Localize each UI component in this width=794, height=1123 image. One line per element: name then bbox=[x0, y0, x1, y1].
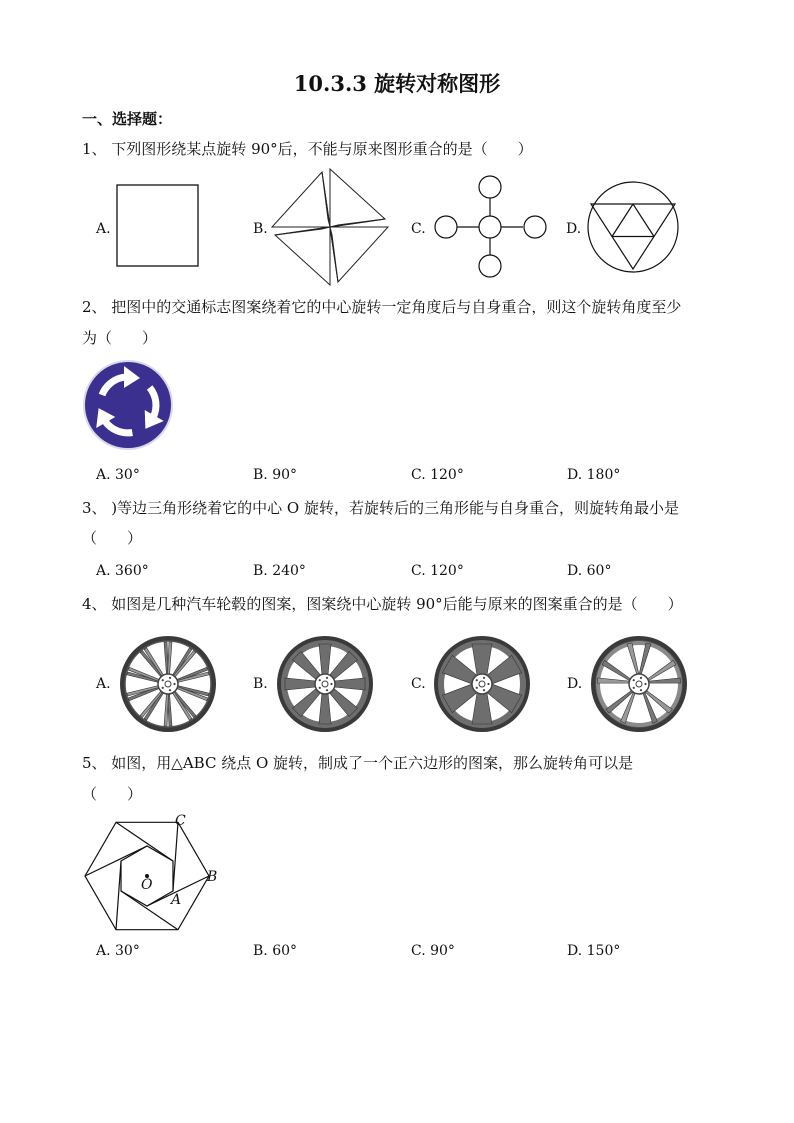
question-3-stem-line2: （ ） bbox=[82, 529, 143, 547]
q4-option-b-label[interactable]: B. bbox=[253, 676, 268, 692]
rotation-segment bbox=[116, 861, 121, 930]
q2-option-a[interactable]: A. 30° bbox=[96, 467, 140, 483]
q4-option-c-wheel bbox=[432, 634, 532, 734]
rotation-segment bbox=[116, 822, 173, 861]
question-2-stem-line2: 为（ ） bbox=[82, 329, 158, 347]
q4-option-a-wheel bbox=[118, 634, 218, 734]
q1-option-b-pinwheel bbox=[270, 170, 390, 285]
q2-option-c[interactable]: C. 120° bbox=[411, 467, 464, 483]
q4-option-c-label[interactable]: C. bbox=[411, 676, 426, 692]
q5-hexagon-figure bbox=[86, 812, 220, 936]
q1-option-a-square bbox=[116, 184, 200, 268]
question-2-stem-line1: 2、 把图中的交通标志图案绕着它的中心旋转一定角度后与自身重合，则这个旋转角度至少 bbox=[82, 298, 682, 316]
q5-point-a-label: A bbox=[171, 892, 182, 908]
q4-option-d-label[interactable]: D. bbox=[567, 676, 583, 692]
section-heading: 一、选择题： bbox=[82, 110, 173, 128]
rotation-segment bbox=[121, 891, 178, 930]
q1-option-c-label[interactable]: C. bbox=[411, 221, 426, 237]
q4-option-d-wheel bbox=[589, 634, 689, 734]
question-5-stem-line2: （ ） bbox=[82, 785, 143, 803]
q5-option-b[interactable]: B. 60° bbox=[253, 943, 298, 959]
q3-option-d[interactable]: D. 60° bbox=[567, 563, 612, 579]
q3-option-b[interactable]: B. 240° bbox=[253, 563, 306, 579]
q1-option-d-label[interactable]: D. bbox=[566, 221, 582, 237]
q2-option-d[interactable]: D. 180° bbox=[567, 467, 621, 483]
pinwheel-blade bbox=[275, 227, 330, 285]
q1-option-c-cross-circles bbox=[432, 174, 550, 280]
q1-option-d-circle-triangles bbox=[586, 180, 680, 274]
page-title: 10.3.3 旋转对称图形 bbox=[293, 71, 501, 96]
pinwheel-blade bbox=[330, 227, 388, 282]
q1-option-b-label[interactable]: B. bbox=[253, 221, 268, 237]
question-5-stem-line1: 5、 如图，用△ABC 绕点 O 旋转，制成了一个正六边形的图案，那么旋转角可以是 bbox=[82, 754, 634, 772]
q2-option-b[interactable]: B. 90° bbox=[253, 467, 298, 483]
q5-point-b-label: B bbox=[207, 869, 218, 885]
pinwheel-blade bbox=[272, 172, 330, 227]
q5-point-o-label: O bbox=[141, 877, 153, 893]
q1-option-a-label[interactable]: A. bbox=[96, 221, 111, 237]
q4-option-a-label[interactable]: A. bbox=[96, 676, 111, 692]
rotation-segment bbox=[173, 822, 178, 891]
q5-option-d[interactable]: D. 150° bbox=[567, 943, 621, 959]
q3-option-c[interactable]: C. 120° bbox=[411, 563, 464, 579]
question-4-stem: 4、 如图是几种汽车轮毂的图案，图案绕中心旋转 90°后能与原来的图案重合的是（ ） bbox=[82, 595, 683, 613]
q5-point-c-label: C bbox=[175, 813, 186, 829]
q3-option-a[interactable]: A. 360° bbox=[96, 563, 149, 579]
question-1-stem: 1、 下列图形绕某点旋转 90°后，不能与原来图形重合的是（ ） bbox=[82, 140, 533, 158]
q5-option-a[interactable]: A. 30° bbox=[96, 943, 140, 959]
q2-roundabout-sign bbox=[82, 359, 174, 451]
q4-option-b-wheel bbox=[275, 634, 375, 734]
q5-option-c[interactable]: C. 90° bbox=[411, 943, 455, 959]
pinwheel-blade bbox=[330, 169, 385, 227]
question-3-stem-line1: 3、 )等边三角形绕着它的中心 O 旋转，若旋转后的三角形能与自身重合，则旋转角最小是 bbox=[82, 499, 680, 517]
